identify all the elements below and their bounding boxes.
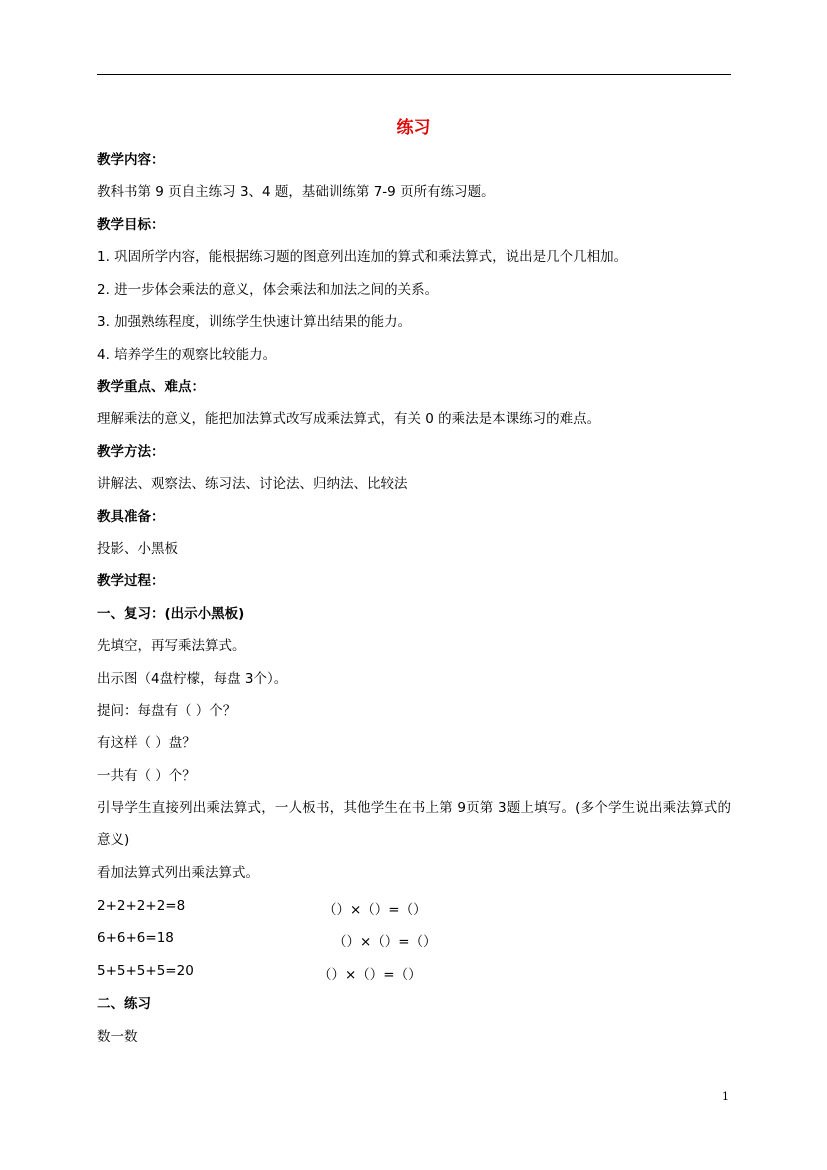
goals-heading: 教学目标： xyxy=(97,217,165,233)
review-line: 先填空，再写乘法算式。 xyxy=(97,638,246,654)
addition-intro: 看加法算式列出乘法算式。 xyxy=(97,865,259,881)
page-title: 练习 xyxy=(396,118,431,138)
equation-right: （）×（）=（） xyxy=(318,967,422,983)
goal-item: 1. 巩固所学内容，能根据练习题的图意列出连加的算式和乘法算式，说出是几个几相加。 xyxy=(97,249,628,265)
review-line: 有这样（ ）盘？ xyxy=(97,735,196,751)
practice-heading: 二、练习 xyxy=(97,996,151,1012)
keypoints-heading: 教学重点、难点： xyxy=(97,379,205,395)
keypoints-text: 理解乘法的意义，能把加法算式改写成乘法算式，有关 0 的乘法是本课练习的难点。 xyxy=(97,411,601,427)
review-line: 出示图（4盘柠檬，每盘 3个）。 xyxy=(97,671,288,687)
page-number: 1 xyxy=(722,1090,729,1103)
equation-left: 6+6+6=18 xyxy=(97,930,174,946)
practice-text: 数一数 xyxy=(97,1029,138,1045)
equation-right: （）×（）=（） xyxy=(333,934,437,950)
content-text: 教科书第 9 页自主练习 3、4 题，基础训练第 7-9 页所有练习题。 xyxy=(97,184,495,200)
review-heading: 一、复习：(出示小黑板) xyxy=(97,606,245,622)
goal-item: 3. 加强熟练程度，训练学生快速计算出结果的能力。 xyxy=(97,314,412,330)
header-rule xyxy=(97,74,731,75)
tools-text: 投影、小黑板 xyxy=(97,541,178,557)
equation-right: （）×（）=（） xyxy=(323,902,427,918)
content-heading: 教学内容： xyxy=(97,152,165,168)
review-line: 提问：每盘有（ ）个？ xyxy=(97,703,237,719)
methods-heading: 教学方法： xyxy=(97,444,165,460)
equation-left: 5+5+5+5=20 xyxy=(97,963,194,979)
review-line: 一共有（ ）个？ xyxy=(97,768,196,784)
goal-item: 2. 进一步体会乘法的意义，体会乘法和加法之间的关系。 xyxy=(97,282,439,298)
goal-item: 4. 培养学生的观察比较能力。 xyxy=(97,347,277,363)
methods-text: 讲解法、观察法、练习法、讨论法、归纳法、比较法 xyxy=(97,476,408,492)
guide-text: 引导学生直接列出乘法算式，一人板书，其他学生在书上第 9页第 3题上填写。(多个学生说出乘法算式的意义) xyxy=(97,800,731,848)
equation-left: 2+2+2+2=8 xyxy=(97,898,186,914)
process-heading: 教学过程： xyxy=(97,573,165,589)
tools-heading: 教具准备： xyxy=(97,509,165,525)
